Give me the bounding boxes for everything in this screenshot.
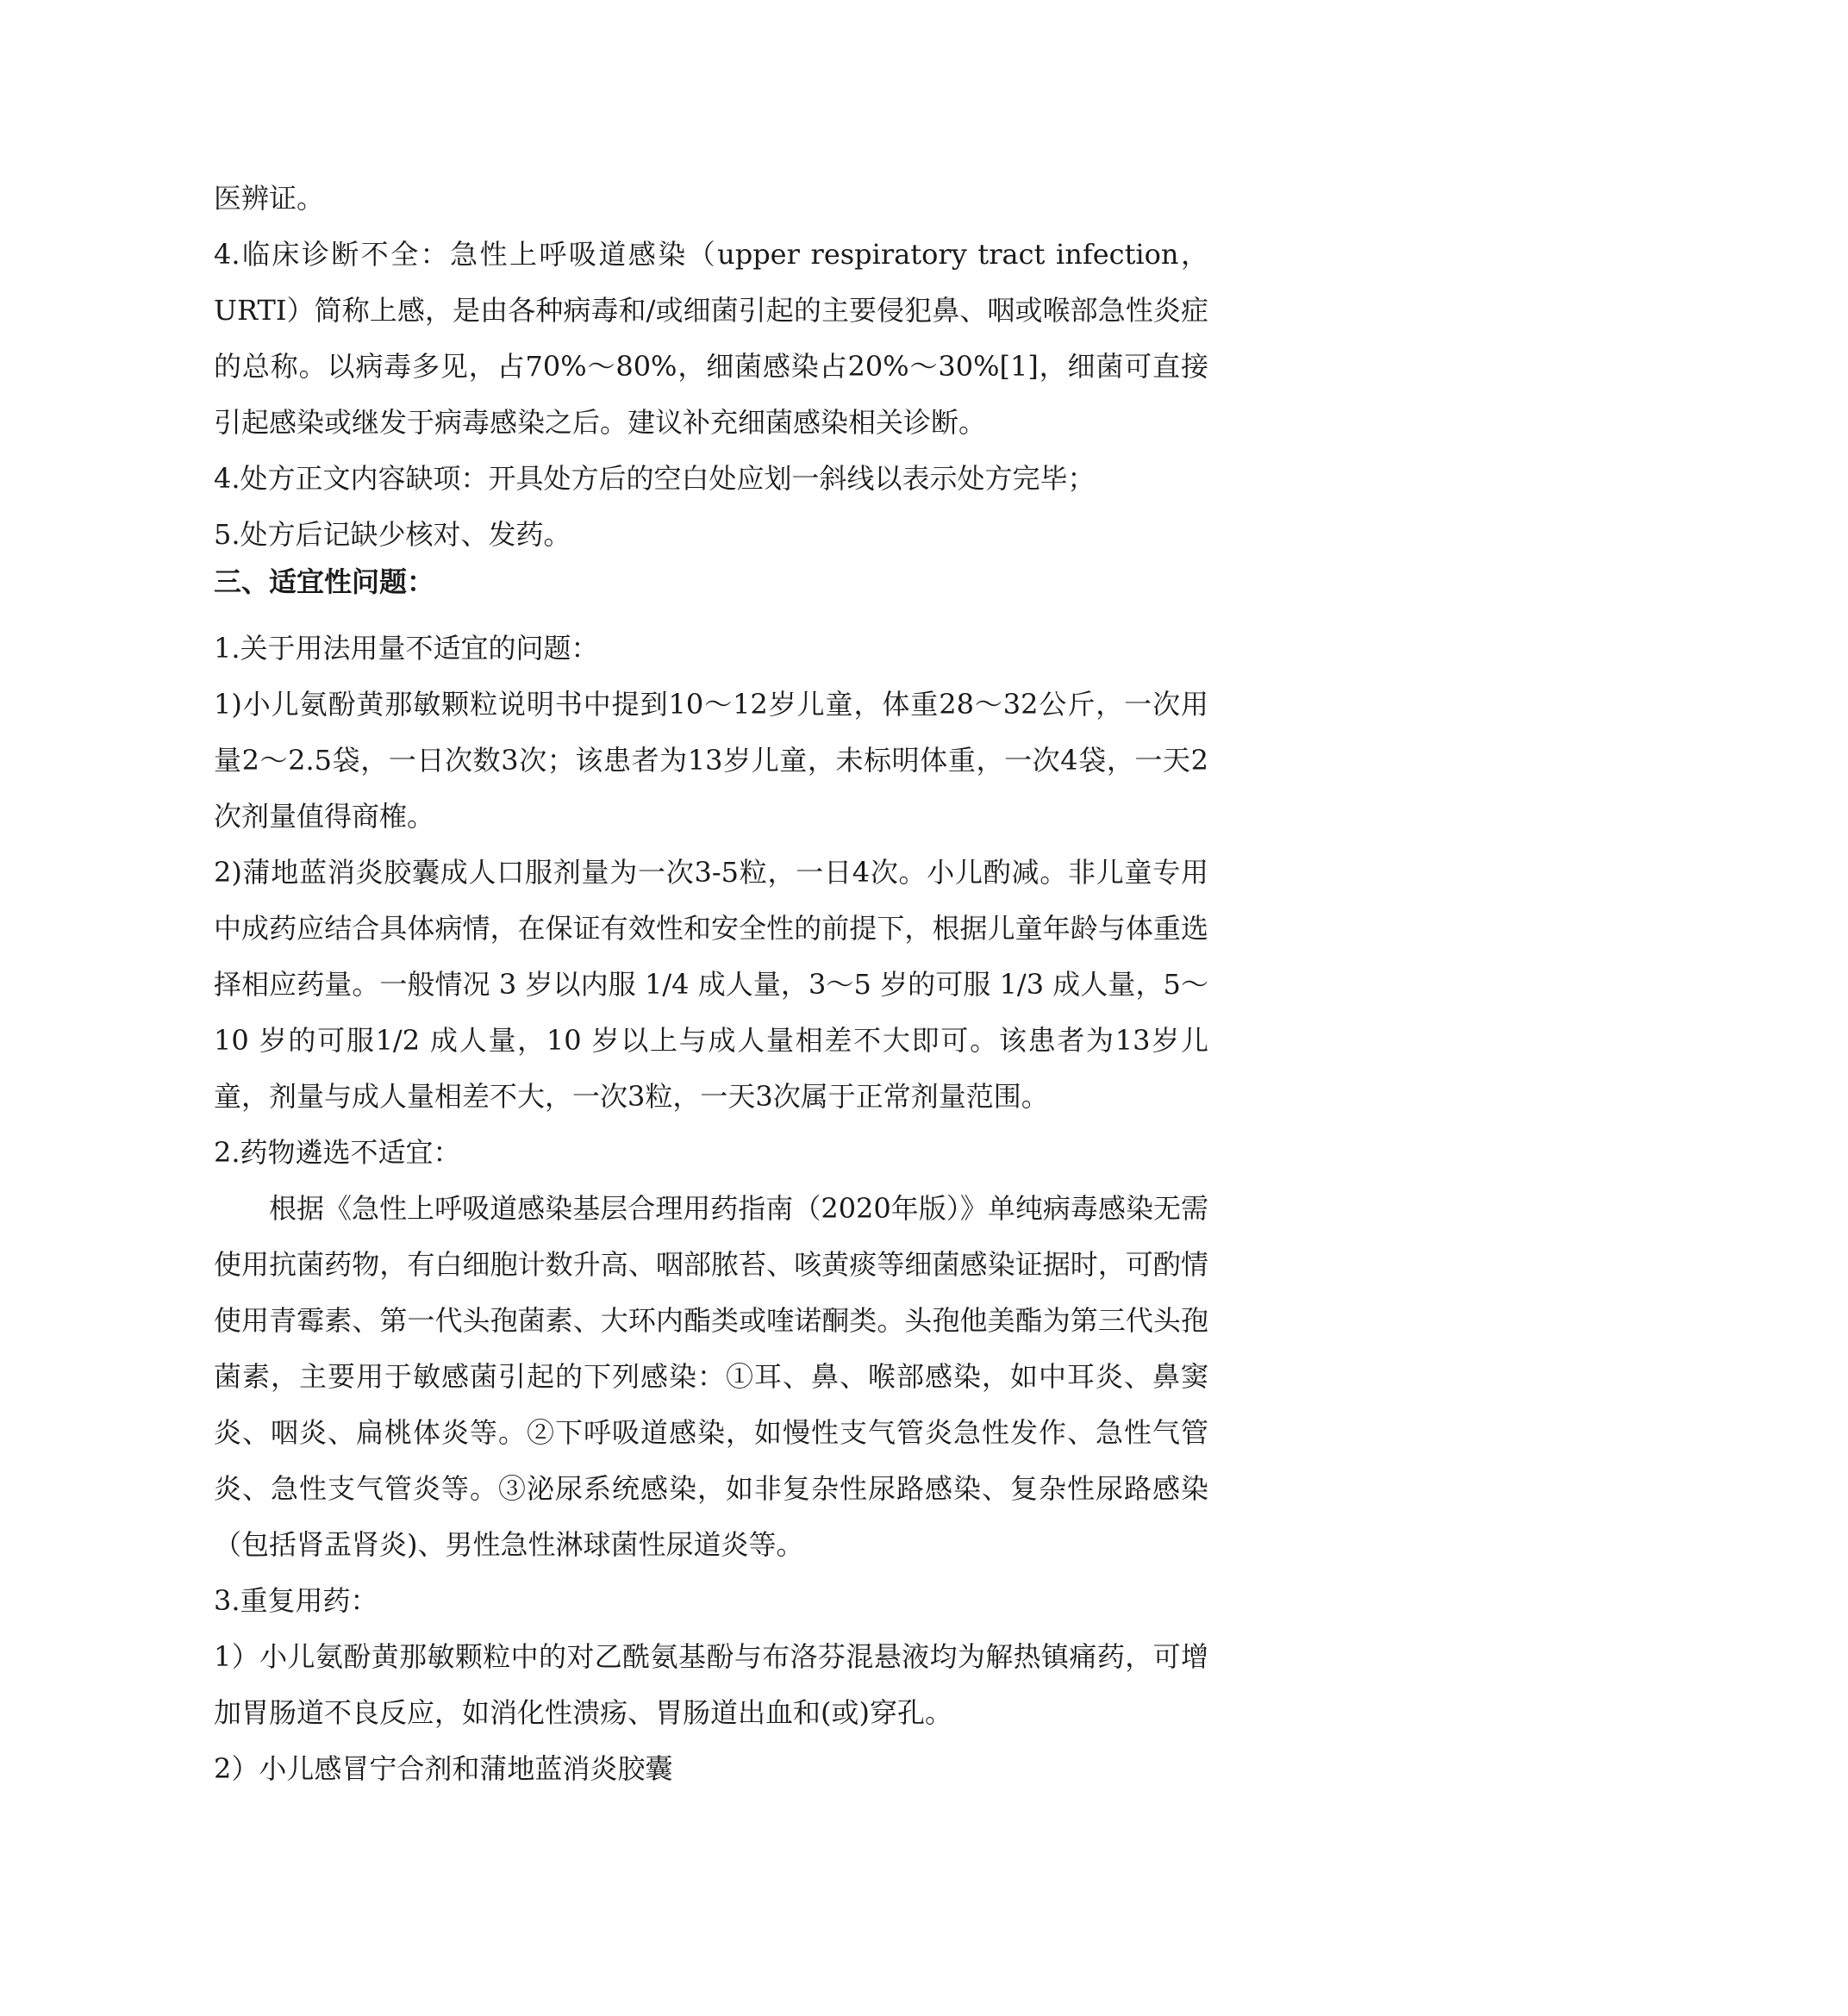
paragraph-selection-title: 2.药物遴选不适宜： xyxy=(214,1136,461,1169)
paragraph-dosage-item-2: 2)蒲地蓝消炎胶囊成人口服剂量为一次3-5粒，一日4次。小儿酌减。非儿童专用中成药应结合具体病情，在保证有效性和安全性的前提下，根据儿童年龄与体重选择相应药量。一般情况 3 岁以内服 1/4 成人量，3～5 岁的可服 1/3 成人量，5～10 岁的可服1/2 成人量，10 岁以上与成人量相差不大即可。该患者为13岁儿童，剂量与成人量相差不大，一次3粒，一天3次属于正常剂量范围。 xyxy=(214,856,1208,1113)
paragraph-duplicate-title: 3.重复用药： xyxy=(214,1584,378,1617)
paragraph-selection-body: 根据《急性上呼吸道感染基层合理用药指南（2020年版）》单纯病毒感染无需使用抗菌药物，有白细胞计数升高、咽部脓苔、咳黄痰等细菌感染证据时，可酌情使用青霉素、第一代头孢菌素、大环内酯类或喹诺酮类。头孢他美酯为第三代头孢菌素，主要用于敏感菌引起的下列感染：①耳、鼻、喉部感染，如中耳炎、鼻窦炎、咽炎、扁桃体炎等。②下呼吸道感染，如慢性支气管炎急性发作、急性气管炎、急性支气管炎等。③泌尿系统感染，如非复杂性尿路感染、复杂性尿路感染（包括肾盂肾炎)、男性急性淋球菌性尿道炎等。 xyxy=(214,1192,1208,1561)
section-heading-appropriateness: 三、适宜性问题： xyxy=(214,565,435,598)
document-page xyxy=(214,171,1208,1797)
paragraph-incomplete-diagnosis: 4.临床诊断不全：急性上呼吸道感染（upper respiratory tract infection，URTI）简称上感，是由各种病毒和/或细菌引起的主要侵犯鼻、咽或喉部急性炎症的总称。以病毒多见，占70%～80%，细菌感染占20%～30%[1]，细菌可直接引起感染或继发于病毒感染之后。建议补充细菌感染相关诊断。 xyxy=(214,238,1208,439)
paragraph-duplicate-item-1: 1）小儿氨酚黄那敏颗粒中的对乙酰氨基酚与布洛芬混悬液均为解热镇痛药，可增加胃肠道不良反应，如消化性溃疡、胃肠道出血和(或)穿孔。 xyxy=(214,1640,1208,1729)
paragraph-dosage-item-1: 1)小儿氨酚黄那敏颗粒说明书中提到10～12岁儿童，体重28～32公斤，一次用量2～2.5袋，一日次数3次；该患者为13岁儿童，未标明体重，一次4袋，一天2次剂量值得商榷。 xyxy=(214,688,1208,833)
paragraph-duplicate-item-2: 2）小儿感冒宁合剂和蒲地蓝消炎胶囊 xyxy=(214,1752,673,1785)
paragraph-dosage-title: 1.关于用法用量不适宜的问题： xyxy=(214,632,599,665)
paragraph-continuation: 医辨证。 xyxy=(214,182,325,215)
paragraph-postscript: 5.处方后记缺少核对、发药。 xyxy=(214,518,571,551)
paragraph-missing-items: 4.处方正文内容缺项：开具处方后的空白处应划一斜线以表示处方完毕； xyxy=(214,462,1096,495)
